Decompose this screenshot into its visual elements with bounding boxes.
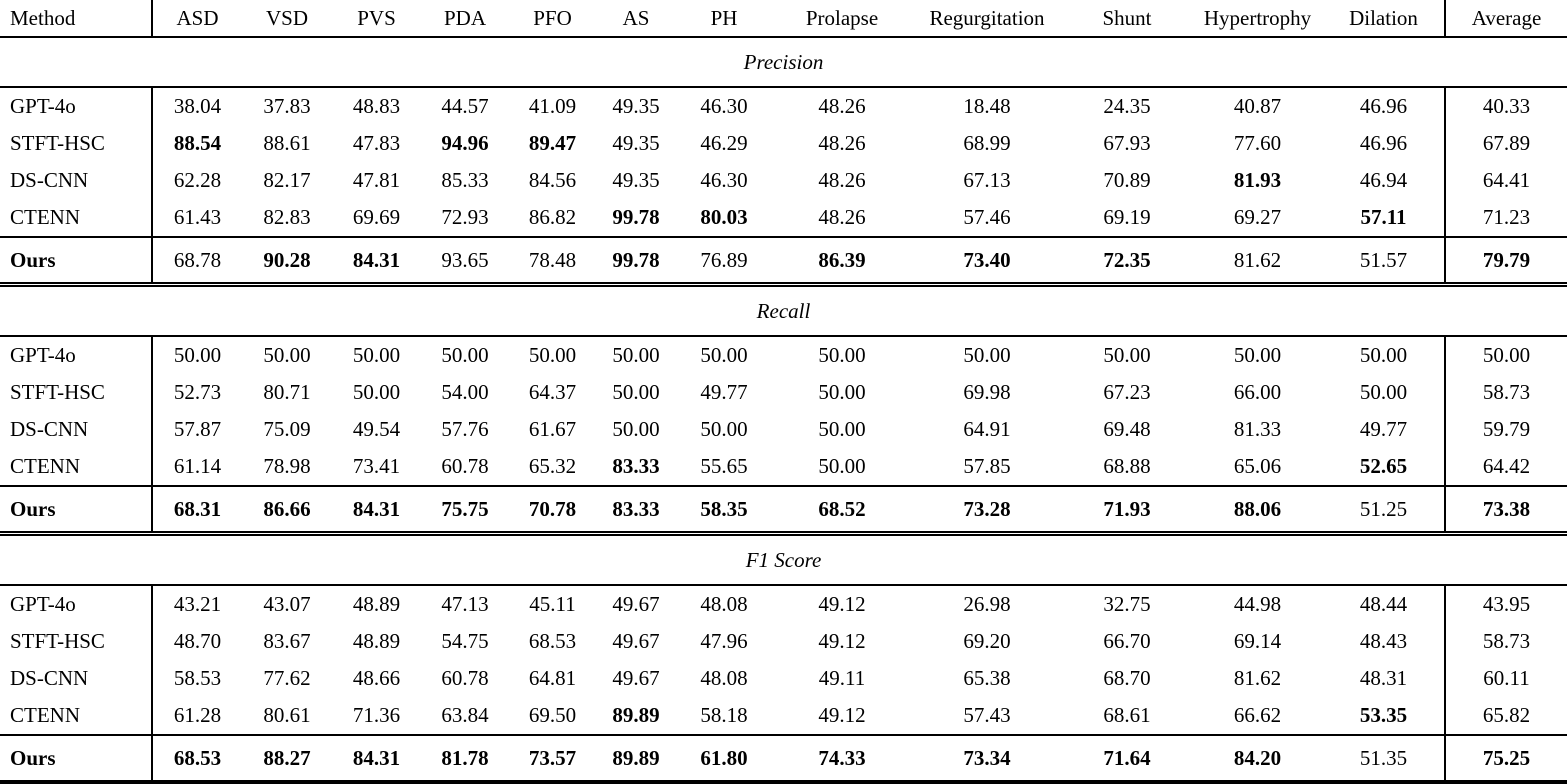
- section-title: Precision: [0, 37, 1567, 87]
- value-cell: 69.48: [1103, 417, 1151, 441]
- value-cell: 75.75: [421, 486, 509, 534]
- value-cell: 68.70: [1103, 666, 1151, 690]
- ours-row: [0, 735, 1567, 782]
- value-cell: 71.36: [332, 697, 421, 735]
- value-cell: 50.00: [528, 343, 577, 367]
- value-cell: 48.83: [352, 94, 401, 118]
- value-cell: 49.12: [772, 697, 912, 735]
- section-band: [0, 285, 1567, 337]
- method-label: Ours: [0, 237, 152, 285]
- average-cell: 58.73: [1445, 623, 1567, 660]
- method-label: CTENN: [0, 697, 152, 735]
- value-cell: 50.00: [352, 343, 401, 367]
- method-label: DS-CNN: [0, 411, 152, 448]
- table-row: [0, 585, 1567, 623]
- value-cell: 55.65: [676, 448, 772, 486]
- col-header-average: Average: [1445, 0, 1567, 37]
- value-cell: 48.26: [772, 199, 912, 237]
- average-cell: 79.79: [1445, 237, 1567, 285]
- value-cell: 73.34: [912, 735, 1062, 782]
- value-cell: 57.46: [912, 199, 1062, 237]
- value-cell: 73.28: [912, 486, 1062, 534]
- value-cell: 46.96: [1359, 131, 1408, 155]
- value-cell: 49.67: [612, 666, 660, 690]
- value-cell: 60.78: [441, 666, 489, 690]
- col-header-hypertrophy: Hypertrophy: [1192, 0, 1323, 37]
- value-cell: 84.31: [332, 735, 421, 782]
- value-cell: 67.13: [963, 168, 1011, 192]
- col-header-shunt: Shunt: [1062, 0, 1192, 37]
- value-cell: 41.09: [528, 94, 577, 118]
- value-cell: 50.00: [612, 380, 660, 404]
- value-cell: 49.67: [612, 629, 660, 653]
- value-cell: 50.00: [772, 448, 912, 486]
- value-cell: 89.89: [596, 735, 676, 782]
- value-cell: 88.27: [242, 735, 332, 782]
- value-cell: 60.78: [421, 448, 509, 486]
- average-cell: 64.41: [1445, 162, 1567, 199]
- section-band: [0, 534, 1567, 586]
- value-cell: 73.57: [509, 735, 596, 782]
- value-cell: 51.57: [1323, 237, 1445, 285]
- value-cell: 61.80: [676, 735, 772, 782]
- value-cell: 61.67: [528, 417, 577, 441]
- value-cell: 48.08: [700, 666, 748, 690]
- col-header-pvs: PVS: [332, 0, 421, 37]
- value-cell: 57.43: [912, 697, 1062, 735]
- value-cell: 84.31: [332, 486, 421, 534]
- value-cell: 58.18: [676, 697, 772, 735]
- method-label: CTENN: [0, 448, 152, 486]
- value-cell: 61.14: [152, 448, 242, 486]
- value-cell: 82.17: [263, 168, 311, 192]
- value-cell: 50.00: [612, 343, 660, 367]
- table-body: [0, 37, 1567, 782]
- value-cell: 50.00: [1103, 343, 1151, 367]
- value-cell: 49.35: [612, 94, 660, 118]
- col-header-pda: PDA: [421, 0, 509, 37]
- table-row: [0, 125, 1567, 162]
- table-row: [0, 660, 1567, 697]
- value-cell: 53.35: [1323, 697, 1445, 735]
- method-label: GPT-4o: [0, 336, 152, 374]
- value-cell: 46.30: [700, 94, 748, 118]
- value-cell: 67.23: [1103, 380, 1151, 404]
- method-label: Ours: [0, 735, 152, 782]
- value-cell: 50.00: [700, 343, 748, 367]
- value-cell: 70.78: [509, 486, 596, 534]
- value-cell: 61.28: [152, 697, 242, 735]
- value-cell: 69.19: [1062, 199, 1192, 237]
- value-cell: 64.37: [528, 380, 577, 404]
- method-label: CTENN: [0, 199, 152, 237]
- col-header-dilation: Dilation: [1323, 0, 1445, 37]
- value-cell: 68.88: [1062, 448, 1192, 486]
- value-cell: 50.00: [1359, 343, 1408, 367]
- table-row: [0, 162, 1567, 199]
- value-cell: 48.26: [818, 94, 866, 118]
- value-cell: 50.00: [1359, 380, 1408, 404]
- value-cell: 50.00: [818, 343, 866, 367]
- col-header-pfo: PFO: [509, 0, 596, 37]
- average-cell: 67.89: [1445, 125, 1567, 162]
- value-cell: 48.89: [352, 592, 401, 616]
- value-cell: 66.70: [1103, 629, 1151, 653]
- value-cell: 81.78: [421, 735, 509, 782]
- value-cell: 51.35: [1323, 735, 1445, 782]
- value-cell: 48.26: [818, 131, 866, 155]
- ours-row: [0, 237, 1567, 285]
- value-cell: 71.64: [1062, 735, 1192, 782]
- value-cell: 83.33: [596, 486, 676, 534]
- value-cell: 88.54: [173, 131, 222, 155]
- value-cell: 69.50: [509, 697, 596, 735]
- value-cell: 69.20: [963, 629, 1011, 653]
- method-label: STFT-HSC: [0, 374, 152, 411]
- value-cell: 68.53: [528, 629, 577, 653]
- value-cell: 81.93: [1233, 168, 1282, 192]
- value-cell: 49.12: [818, 592, 866, 616]
- method-label: Ours: [0, 486, 152, 534]
- value-cell: 86.82: [509, 199, 596, 237]
- section-title: Recall: [0, 285, 1567, 337]
- value-cell: 67.93: [1103, 131, 1151, 155]
- value-cell: 80.61: [242, 697, 332, 735]
- method-label: STFT-HSC: [0, 623, 152, 660]
- table-row: [0, 87, 1567, 125]
- value-cell: 68.52: [772, 486, 912, 534]
- value-cell: 32.75: [1103, 592, 1151, 616]
- average-cell: 65.82: [1445, 697, 1567, 735]
- value-cell: 45.11: [529, 592, 576, 616]
- col-header-regurgitation: Regurgitation: [912, 0, 1062, 37]
- value-cell: 49.11: [818, 666, 866, 690]
- value-cell: 47.13: [441, 592, 489, 616]
- average-cell: 60.11: [1445, 660, 1567, 697]
- value-cell: 71.93: [1062, 486, 1192, 534]
- value-cell: 46.94: [1359, 168, 1408, 192]
- value-cell: 78.98: [242, 448, 332, 486]
- value-cell: 68.31: [152, 486, 242, 534]
- value-cell: 81.62: [1233, 666, 1282, 690]
- value-cell: 99.78: [596, 199, 676, 237]
- value-cell: 37.83: [263, 94, 311, 118]
- value-cell: 69.98: [963, 380, 1011, 404]
- value-cell: 47.96: [700, 629, 748, 653]
- average-cell: 59.79: [1445, 411, 1567, 448]
- value-cell: 50.00: [612, 417, 660, 441]
- value-cell: 75.09: [263, 417, 311, 441]
- average-cell: 50.00: [1445, 336, 1567, 374]
- value-cell: 86.39: [772, 237, 912, 285]
- value-cell: 89.47: [528, 131, 577, 155]
- value-cell: 77.60: [1233, 131, 1282, 155]
- value-cell: 64.91: [963, 417, 1011, 441]
- value-cell: 50.00: [173, 343, 222, 367]
- value-cell: 49.35: [612, 168, 660, 192]
- value-cell: 38.04: [173, 94, 222, 118]
- value-cell: 68.53: [152, 735, 242, 782]
- value-cell: 69.27: [1192, 199, 1323, 237]
- average-cell: 43.95: [1445, 585, 1567, 623]
- value-cell: 18.48: [963, 94, 1011, 118]
- value-cell: 82.83: [242, 199, 332, 237]
- value-cell: 48.70: [173, 629, 222, 653]
- value-cell: 99.78: [596, 237, 676, 285]
- value-cell: 61.43: [152, 199, 242, 237]
- value-cell: 76.89: [676, 237, 772, 285]
- col-header-ph: PH: [676, 0, 772, 37]
- value-cell: 26.98: [963, 592, 1011, 616]
- value-cell: 83.67: [263, 629, 311, 653]
- value-cell: 69.14: [1233, 629, 1282, 653]
- value-cell: 49.77: [700, 380, 748, 404]
- value-cell: 50.00: [441, 343, 489, 367]
- value-cell: 73.41: [332, 448, 421, 486]
- value-cell: 63.84: [421, 697, 509, 735]
- value-cell: 49.54: [352, 417, 401, 441]
- value-cell: 94.96: [441, 131, 489, 155]
- value-cell: 46.29: [700, 131, 748, 155]
- value-cell: 80.03: [676, 199, 772, 237]
- value-cell: 66.00: [1233, 380, 1282, 404]
- section-band: [0, 37, 1567, 87]
- value-cell: 86.66: [242, 486, 332, 534]
- col-header-vsd: VSD: [242, 0, 332, 37]
- method-label: DS-CNN: [0, 162, 152, 199]
- value-cell: 46.30: [700, 168, 748, 192]
- value-cell: 48.08: [700, 592, 748, 616]
- table-row: [0, 336, 1567, 374]
- value-cell: 50.00: [700, 417, 748, 441]
- value-cell: 48.44: [1359, 592, 1408, 616]
- value-cell: 81.33: [1233, 417, 1282, 441]
- value-cell: 81.62: [1192, 237, 1323, 285]
- value-cell: 52.73: [173, 380, 222, 404]
- table-row: [0, 623, 1567, 660]
- value-cell: 78.48: [509, 237, 596, 285]
- value-cell: 65.06: [1192, 448, 1323, 486]
- average-cell: 75.25: [1445, 735, 1567, 782]
- value-cell: 65.38: [963, 666, 1011, 690]
- value-cell: 50.00: [818, 380, 866, 404]
- method-label: GPT-4o: [0, 87, 152, 125]
- value-cell: 68.99: [963, 131, 1011, 155]
- col-header-as: AS: [596, 0, 676, 37]
- value-cell: 49.77: [1359, 417, 1408, 441]
- value-cell: 57.11: [1323, 199, 1445, 237]
- value-cell: 43.21: [173, 592, 222, 616]
- average-cell: 64.42: [1445, 448, 1567, 486]
- value-cell: 58.35: [676, 486, 772, 534]
- value-cell: 85.33: [441, 168, 489, 192]
- value-cell: 54.00: [441, 380, 489, 404]
- value-cell: 93.65: [421, 237, 509, 285]
- method-label: DS-CNN: [0, 660, 152, 697]
- value-cell: 80.71: [263, 380, 311, 404]
- value-cell: 43.07: [263, 592, 311, 616]
- value-cell: 89.89: [596, 697, 676, 735]
- value-cell: 52.65: [1323, 448, 1445, 486]
- ours-row: [0, 486, 1567, 534]
- value-cell: 49.67: [612, 592, 660, 616]
- value-cell: 47.81: [352, 168, 401, 192]
- average-cell: 58.73: [1445, 374, 1567, 411]
- value-cell: 65.32: [509, 448, 596, 486]
- value-cell: 84.20: [1192, 735, 1323, 782]
- value-cell: 46.96: [1359, 94, 1408, 118]
- value-cell: 44.57: [441, 94, 489, 118]
- value-cell: 62.28: [173, 168, 222, 192]
- value-cell: 74.33: [772, 735, 912, 782]
- value-cell: 50.00: [352, 380, 401, 404]
- value-cell: 50.00: [1233, 343, 1282, 367]
- value-cell: 58.53: [173, 666, 222, 690]
- table-row: [0, 374, 1567, 411]
- value-cell: 90.28: [242, 237, 332, 285]
- average-cell: 71.23: [1445, 199, 1567, 237]
- value-cell: 40.87: [1233, 94, 1282, 118]
- value-cell: 48.66: [352, 666, 401, 690]
- table-row: [0, 199, 1567, 237]
- value-cell: 88.06: [1192, 486, 1323, 534]
- value-cell: 84.56: [528, 168, 577, 192]
- header-row: [0, 0, 1567, 37]
- value-cell: 44.98: [1233, 592, 1282, 616]
- section-title: F1 Score: [0, 534, 1567, 586]
- table-header: [0, 0, 1567, 37]
- value-cell: 72.35: [1062, 237, 1192, 285]
- value-cell: 24.35: [1103, 94, 1151, 118]
- table-row: [0, 448, 1567, 486]
- value-cell: 77.62: [263, 666, 311, 690]
- value-cell: 57.85: [912, 448, 1062, 486]
- value-cell: 68.61: [1062, 697, 1192, 735]
- col-header-asd: ASD: [152, 0, 242, 37]
- value-cell: 83.33: [596, 448, 676, 486]
- value-cell: 50.00: [818, 417, 866, 441]
- value-cell: 88.61: [263, 131, 311, 155]
- value-cell: 50.00: [263, 343, 311, 367]
- value-cell: 73.40: [912, 237, 1062, 285]
- value-cell: 69.69: [332, 199, 421, 237]
- table-row: [0, 697, 1567, 735]
- value-cell: 84.31: [332, 237, 421, 285]
- col-header-prolapse: Prolapse: [772, 0, 912, 37]
- value-cell: 48.31: [1359, 666, 1408, 690]
- value-cell: 72.93: [421, 199, 509, 237]
- value-cell: 49.12: [818, 629, 866, 653]
- average-cell: 40.33: [1445, 87, 1567, 125]
- value-cell: 51.25: [1323, 486, 1445, 534]
- value-cell: 57.76: [441, 417, 489, 441]
- value-cell: 68.78: [152, 237, 242, 285]
- method-label: STFT-HSC: [0, 125, 152, 162]
- table-row: [0, 411, 1567, 448]
- value-cell: 66.62: [1192, 697, 1323, 735]
- value-cell: 48.26: [818, 168, 866, 192]
- value-cell: 47.83: [352, 131, 401, 155]
- value-cell: 57.87: [173, 417, 222, 441]
- col-header-method: Method: [0, 0, 152, 37]
- value-cell: 54.75: [441, 629, 489, 653]
- value-cell: 48.89: [352, 629, 401, 653]
- average-cell: 73.38: [1445, 486, 1567, 534]
- value-cell: 48.43: [1359, 629, 1408, 653]
- value-cell: 49.35: [612, 131, 660, 155]
- value-cell: 64.81: [528, 666, 577, 690]
- value-cell: 50.00: [963, 343, 1011, 367]
- method-label: GPT-4o: [0, 585, 152, 623]
- value-cell: 70.89: [1103, 168, 1151, 192]
